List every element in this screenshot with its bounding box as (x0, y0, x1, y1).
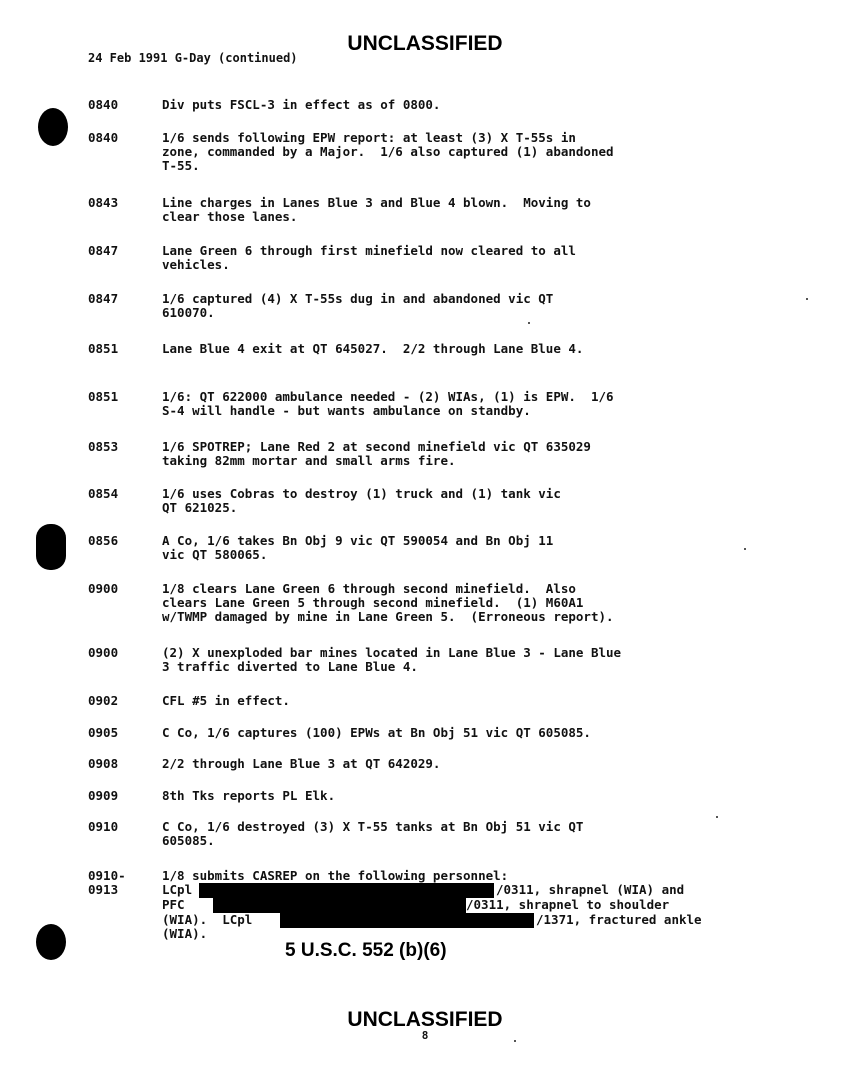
entry-time: 0847 (88, 291, 119, 306)
date-line: 24 Feb 1991 G-Day (continued) (88, 51, 298, 65)
entry-time: 0854 (88, 486, 119, 501)
entry-time: 0900 (88, 581, 119, 596)
entry-time: 0902 (88, 693, 119, 708)
casrep-line: PFC (162, 897, 185, 912)
scan-speck (716, 816, 718, 818)
scan-speck (514, 1040, 516, 1042)
scan-speck (528, 322, 530, 324)
entry-time: 0910 (88, 819, 119, 834)
entry-time: 0843 (88, 195, 119, 210)
entry-time: 0851 (88, 341, 119, 356)
entry-text: Line charges in Lanes Blue 3 and Blue 4 blown. Moving to clear those lanes. (162, 195, 591, 224)
entry-time: 0840 (88, 130, 119, 145)
casrep-line: /0311, shrapnel to shoulder (466, 897, 670, 912)
entry-text: CFL #5 in effect. (162, 693, 290, 708)
redaction-box (213, 898, 466, 913)
entry-time-end: 0913 (88, 882, 119, 897)
binder-hole-middle (36, 524, 66, 570)
foia-exemption-stamp: 5 U.S.C. 552 (b)(6) (285, 940, 447, 961)
binder-hole-top (38, 108, 68, 146)
entry-time: 0900 (88, 645, 119, 660)
entry-text: Lane Green 6 through first minefield now cleared to all vehicles. (162, 243, 576, 272)
classification-top: UNCLASSIFIED (347, 32, 503, 55)
entry-text: 8th Tks reports PL Elk. (162, 788, 336, 803)
page-number: 8 (421, 1029, 429, 1042)
classification-bottom: UNCLASSIFIED (347, 1008, 503, 1031)
entry-text: A Co, 1/6 takes Bn Obj 9 vic QT 590054 and Bn Obj 11 vic QT 580065. (162, 533, 554, 562)
entry-time: 0905 (88, 725, 119, 740)
entry-text: (2) X unexploded bar mines located in Lane Blue 3 - Lane Blue 3 traffic diverted to Lane Blue 4. (162, 645, 622, 674)
entry-text: 1/6 captured (4) X T-55s dug in and abandoned vic QT 610070. (162, 291, 554, 320)
casrep-line: (WIA). LCpl (162, 912, 253, 927)
entry-time: 0847 (88, 243, 119, 258)
entry-text: Lane Blue 4 exit at QT 645027. 2/2 through Lane Blue 4. (162, 341, 584, 356)
entry-text: 1/6 SPOTREP; Lane Red 2 at second minefield vic QT 635029 taking 82mm mortar and small arms fire. (162, 439, 591, 468)
casrep-line: LCpl (162, 882, 193, 897)
scan-speck (744, 548, 746, 550)
binder-hole-bottom (36, 924, 66, 960)
entry-text: 2/2 through Lane Blue 3 at QT 642029. (162, 756, 441, 771)
entry-text: C Co, 1/6 captures (100) EPWs at Bn Obj 51 vic QT 605085. (162, 725, 591, 740)
entry-text: 1/6 sends following EPW report: at least (3) X T-55s in zone, commanded by a Major. 1/6 also captured (1) abandoned T-55. (162, 130, 614, 173)
entry-text: 1/8 clears Lane Green 6 through second minefield. Also clears Lane Green 5 through second minefield. (1) M60A1 w/TWMP damaged by mine in Lane Green 5. (Erroneous report). (162, 581, 614, 624)
casrep-line: /1371, fractured ankle (536, 912, 702, 927)
casrep-line: (WIA). (162, 926, 208, 941)
entry-time: 0851 (88, 389, 119, 404)
redaction-box (199, 883, 494, 898)
casrep-line: 1/8 submits CASREP on the following personnel: (162, 868, 509, 883)
entry-text: Div puts FSCL-3 in effect as of 0800. (162, 97, 441, 112)
entry-text: 1/6 uses Cobras to destroy (1) truck and (1) tank vic QT 621025. (162, 486, 561, 515)
casrep-line: /0311, shrapnel (WIA) and (496, 882, 685, 897)
entry-text: C Co, 1/6 destroyed (3) X T-55 tanks at Bn Obj 51 vic QT 605085. (162, 819, 584, 848)
redaction-box (280, 913, 534, 928)
entry-time-start: 0910- (88, 868, 126, 883)
entry-time: 0908 (88, 756, 119, 771)
scan-speck (806, 298, 808, 300)
entry-time: 0840 (88, 97, 119, 112)
entry-text: 1/6: QT 622000 ambulance needed - (2) WIAs, (1) is EPW. 1/6 S-4 will handle - but wants ambulance on standby. (162, 389, 614, 418)
entry-time: 0909 (88, 788, 119, 803)
entry-time: 0853 (88, 439, 119, 454)
entry-time: 0856 (88, 533, 119, 548)
